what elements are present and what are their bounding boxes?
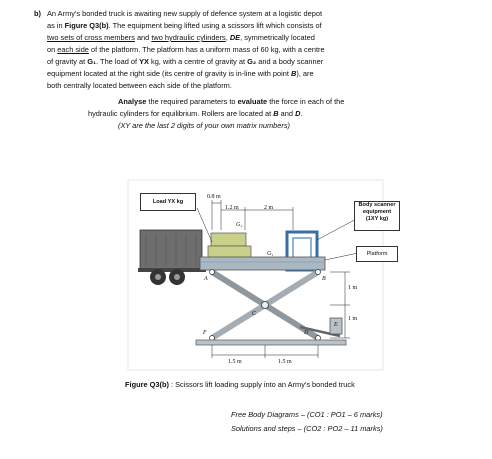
load-box [208,233,251,258]
task-line-1: Analyse the required parameters to evaluate the force in each of the [118,97,345,106]
point-e: E [334,322,338,328]
question-line-5: of gravity at G₁. The load of YX kg, with a centre of gravity at G₂ and a body scanner [47,57,324,66]
figure-caption: Figure Q3(b) : Scissors lift loading supply into an Army's bonded truck [125,380,355,389]
question-line-7: both centrally located between each side of the platform. [47,81,232,90]
question-line-1: An Army's bonded truck is awaiting new supply of defence system at a logistic depot [47,9,323,18]
point-g1: G₁ [267,251,274,257]
dim-1m-upper: 1 m [348,285,358,291]
point-f: F [203,330,207,336]
roller-b [316,270,321,275]
question-line-4: on each side of the platform. The platform has a uniform mass of 60 kg, with a centre [47,45,325,54]
point-g2: G₂ [236,222,243,228]
dim-0-8m: 0.8 m [207,194,221,200]
load-label-box: Load YX kg [140,193,196,211]
task-line-2: hydraulic cylinders for equilibrium. Rollers are located at B and D. [88,109,303,118]
dim-1-2m: 1.2 m [225,205,239,211]
dim-1-5m-right: 1.5 m [278,359,292,365]
scanner-label-box: Body scanner equipment (1XY kg) [354,201,400,231]
marks-solutions: Solutions and steps – (CO2 : PO2 – 11 marks) [231,424,383,433]
point-a: A [204,276,208,282]
question-line-3: two sets of cross members and two hydraulic cylinders, DE, symmetrically located [47,33,315,42]
point-d: D [304,330,309,336]
base [196,340,346,345]
platform-label-box: Platform [356,246,398,262]
question-line-6: equipment located at the right side (its centre of gravity is in-line with point B), are [47,69,314,78]
dim-2m: 2 m [264,205,274,211]
matrix-note: (XY are the last 2 digits of your own matrix numbers) [118,121,290,130]
truck [138,230,206,285]
point-c: C [252,311,257,317]
marks-fbd: Free Body Diagrams – (CO1 : PO1 – 6 marks) [231,410,383,419]
pin-c [262,302,269,309]
question-label: b) [34,9,41,18]
dim-1m-lower: 1 m [348,316,358,322]
question-line-2: as in Figure Q3(b). The equipment being lifted using a scissors lift which consists of [47,21,322,30]
platform [200,257,325,270]
dim-1-5m-left: 1.5 m [228,359,242,365]
pin-a [210,270,215,275]
point-b: B [322,276,326,282]
